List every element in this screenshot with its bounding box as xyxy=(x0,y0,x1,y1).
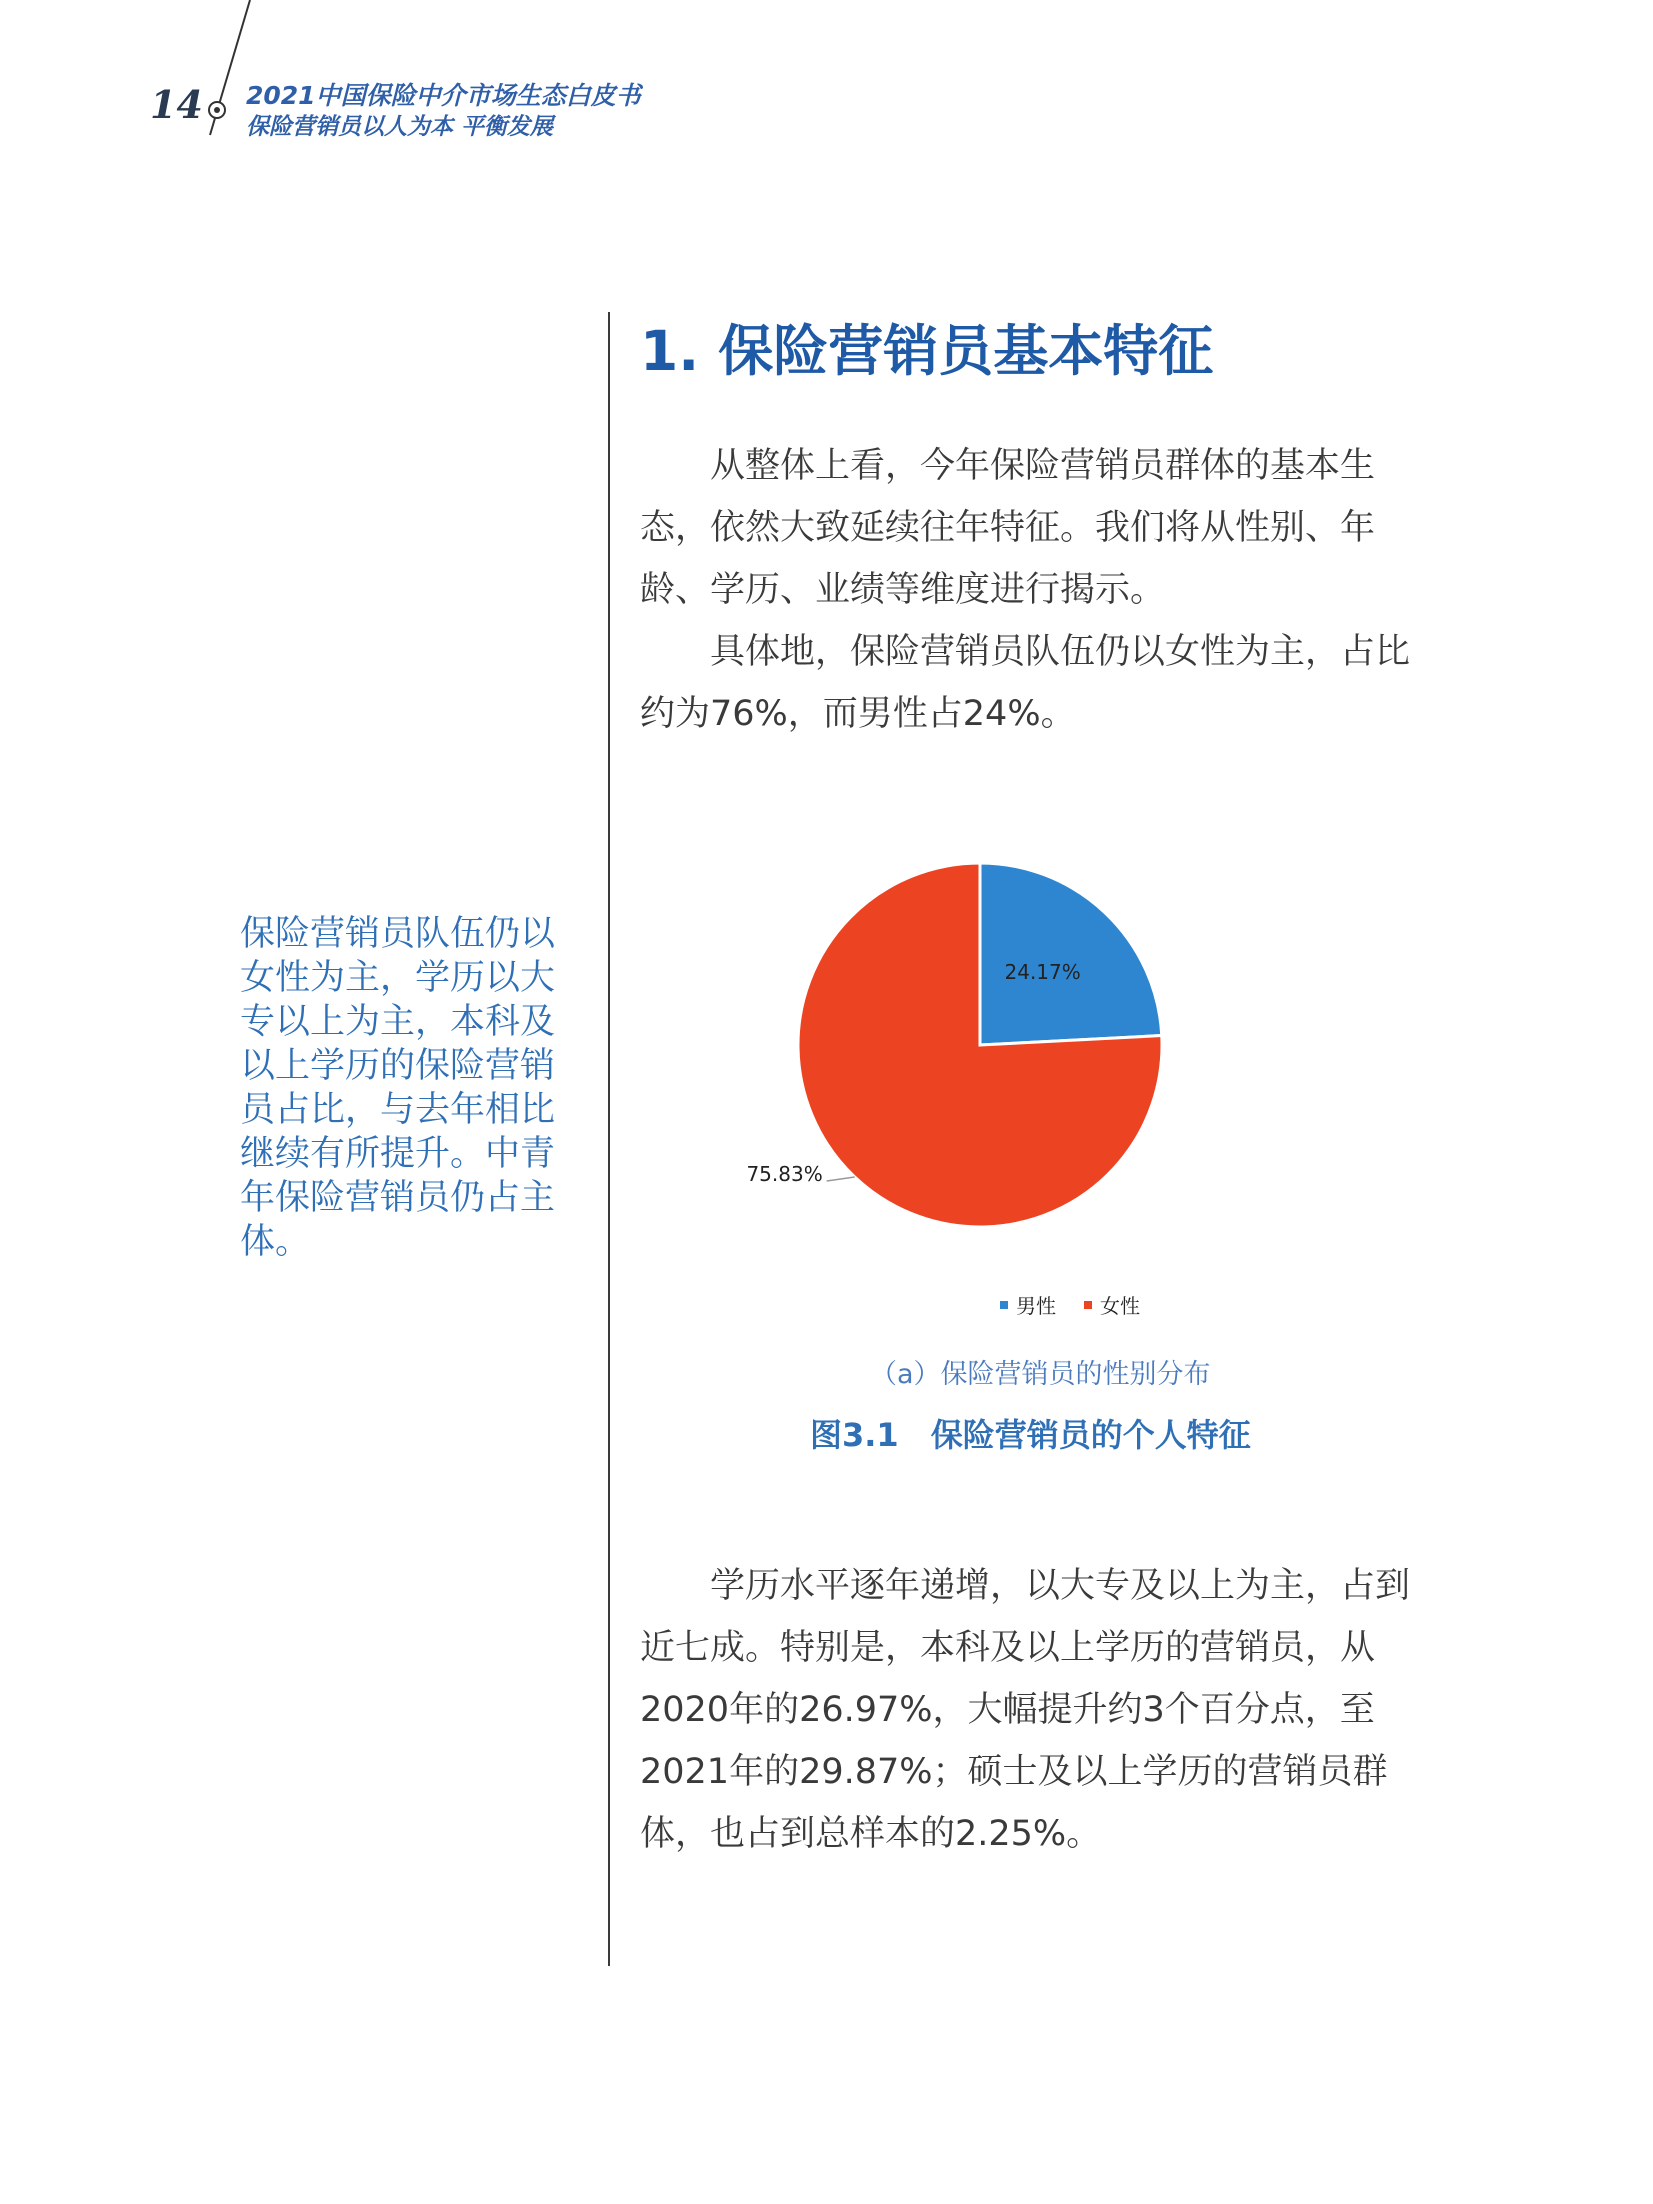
header-title: 2021中国保险中介市场生态白皮书 xyxy=(246,81,641,110)
legend-label-female: 女性 xyxy=(1100,1294,1140,1318)
legend-label-male: 男性 xyxy=(1016,1294,1056,1318)
header-subtitle: 保险营销员以人为本 平衡发展 xyxy=(246,114,554,140)
legend-item-male xyxy=(1000,1290,1056,1319)
pie-data-label: 75.83% xyxy=(746,1162,823,1187)
paragraph: 学历水平逐年递增，以大专及以上为主，占到近七成。特别是，本科及以上学历的营销员，从2020年的26.97%，大幅提升约3个百分点，至2021年的29.87%；硕士及以上学历的营销员群体，也占到总样本的2.25%。 xyxy=(640,1566,1411,1854)
section-heading: 1. 保险营销员基本特征 xyxy=(640,319,1214,383)
header-dot-icon xyxy=(214,107,220,113)
paragraph: 具体地，保险营销员队伍仍以女性为主，占比约为76%，而男性占24%。 xyxy=(640,632,1411,734)
pie-data-label: 24.17% xyxy=(1004,959,1081,984)
paragraph: 从整体上看，今年保险营销员群体的基本生态，依然大致延续往年特征。我们将从性别、年龄、学历、业绩等维度进行揭示。 xyxy=(640,446,1376,610)
chart-legend xyxy=(1000,1290,1140,1319)
pie-leader-line xyxy=(827,1177,855,1181)
page-number: 14 xyxy=(150,82,203,127)
legend-swatch-female xyxy=(1084,1301,1092,1309)
legend-swatch-male xyxy=(1000,1301,1008,1309)
sidebar-note: 保险营销员队伍仍以女性为主，学历以大专以上为主，本科及以上学历的保险营销员占比，与去年相比继续有所提升。中青年保险营销员仍占主体。 xyxy=(240,914,556,1262)
legend-item-female xyxy=(1084,1290,1140,1319)
intro-text xyxy=(640,435,1440,745)
education-text xyxy=(640,1555,1440,1865)
figure-caption: 图3.1 保险营销员的个人特征 xyxy=(810,1416,1251,1454)
figure-subcaption: （a）保险营销员的性别分布 xyxy=(870,1359,1211,1390)
gender-pie-chart xyxy=(746,840,1180,1260)
column-divider xyxy=(608,312,610,1966)
pie-slice-male xyxy=(980,863,1162,1045)
